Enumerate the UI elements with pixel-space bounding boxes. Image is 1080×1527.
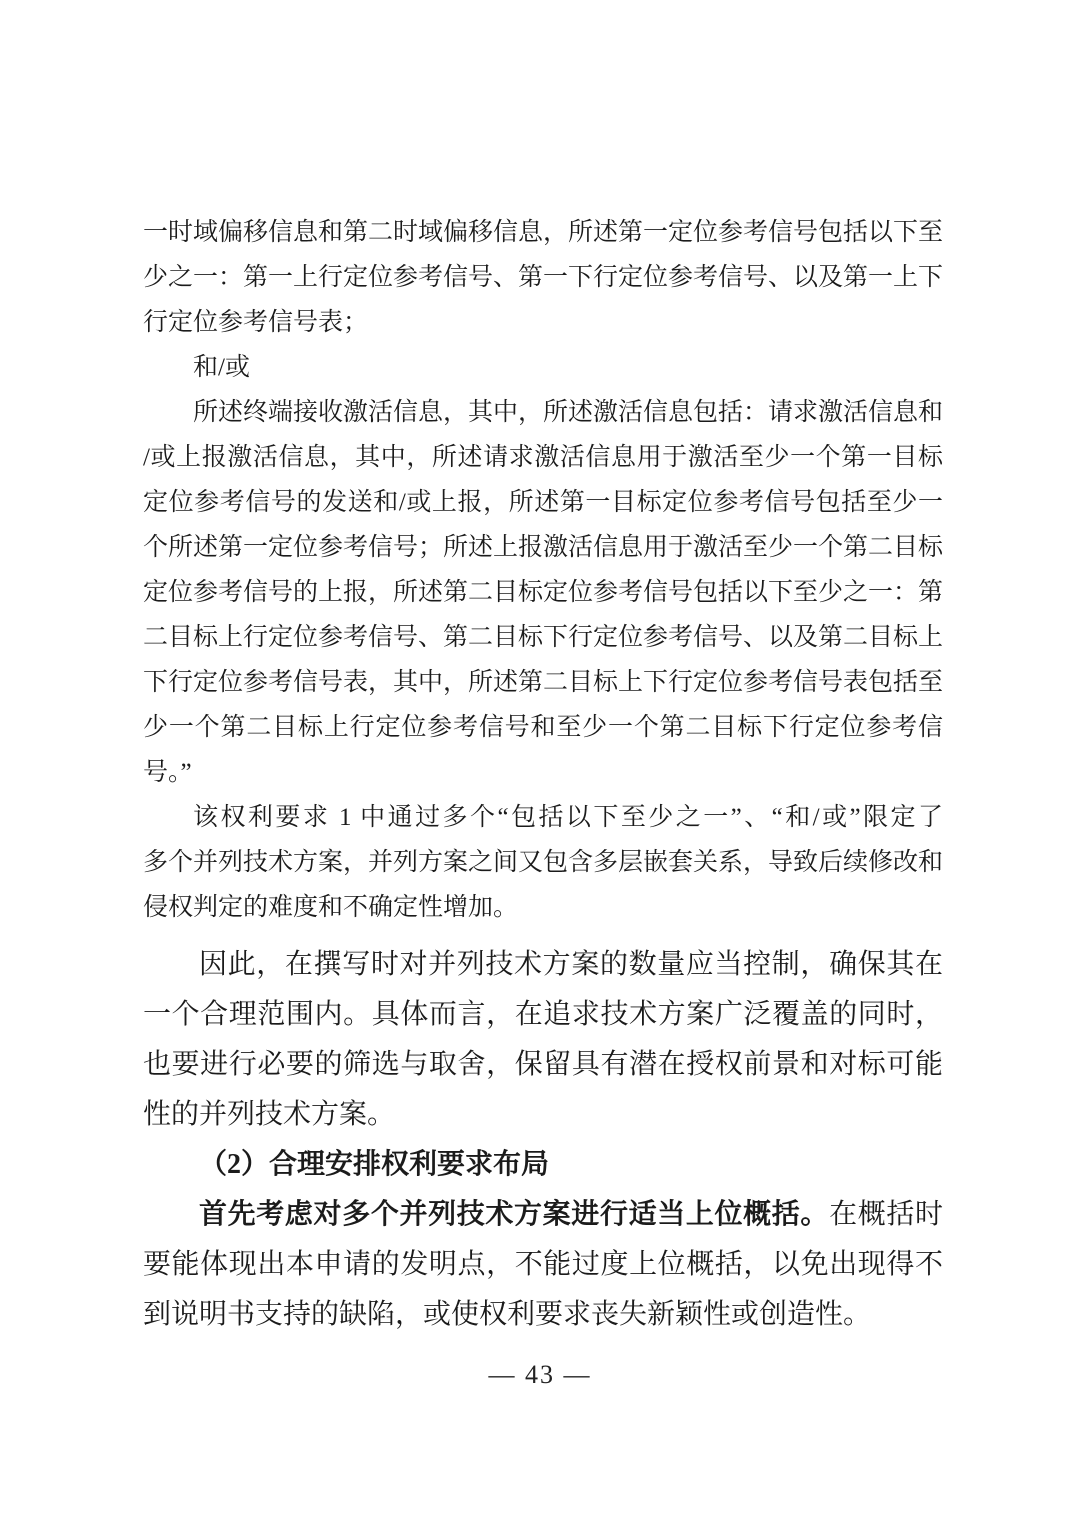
claim-quote-line: 少一个第二目标上行定位参考信号和至少一个第二目标下行定位参考信 [143, 714, 943, 741]
advice-line: 性的并列技术方案。 [143, 1099, 396, 1130]
guideline-line: 到说明书支持的缺陷，或使权利要求丧失新颖性或创造性。 [143, 1299, 872, 1330]
claim-quote-line: 定位参考信号的上报，所述第二目标定位参考信号包括以下至少之一：第 [143, 579, 944, 606]
claim-quote-line: 个所述第一定位参考信号；所述上报激活信息用于激活至少一个第二目标 [143, 534, 944, 561]
advice-line: 因此，在撰写时对并列技术方案的数量应当控制，确保其在 [199, 949, 943, 980]
claim-quote-line: 所述终端接收激活信息，其中，所述激活信息包括：请求激活信息和 [193, 399, 944, 426]
guideline-line: 要能体现出本申请的发明点，不能过度上位概括，以免出现得不 [143, 1249, 943, 1280]
guideline-lead-rest: 在概括时 [829, 1199, 943, 1230]
claim-quote-line: 下行定位参考信号表，其中，所述第二目标上下行定位参考信号表包括至 [143, 669, 944, 696]
page-number: — 43 — [488, 1360, 592, 1389]
claim-quote-section [143, 210, 943, 930]
claim-quote-line: 和/或 [193, 354, 250, 381]
claim-quote-line: 二目标上行定位参考信号、第二目标下行定位参考信号、以及第二目标上 [143, 624, 944, 651]
comment-line: 侵权判定的难度和不确定性增加。 [143, 894, 519, 921]
subsection-heading: （2）合理安排权利要求布局 [199, 1149, 550, 1180]
claim-quote-line: /或上报激活信息，其中，所述请求激活信息用于激活至少一个第一目标 [143, 444, 943, 471]
comment-line: 该权利要求 1 中通过多个“包括以下至少之一”、“和/或”限定了 [193, 804, 943, 831]
advice-line: 一个合理范围内。具体而言，在追求技术方案广泛覆盖的同时， [143, 999, 943, 1030]
claim-quote-line: 少之一：第一上行定位参考信号、第一下行定位参考信号、以及第一上下 [143, 264, 944, 291]
guideline-line [143, 1190, 943, 1240]
claim-quote-line: 定位参考信号的发送和/或上报，所述第一目标定位参考信号包括至少一 [143, 489, 943, 516]
claim-quote-line: 号。” [143, 759, 192, 786]
claim-quote-line: 行定位参考信号表； [143, 309, 369, 336]
advice-line: 也要进行必要的筛选与取舍，保留具有潜在授权前景和对标可能 [143, 1049, 943, 1080]
claim-quote-line: 一时域偏移信息和第二时域偏移信息，所述第一定位参考信号包括以下至 [143, 219, 944, 246]
comment-line: 多个并列技术方案，并列方案之间又包含多层嵌套关系，导致后续修改和 [143, 849, 944, 876]
advice-section [143, 940, 943, 1340]
guideline-lead-bold: 首先考虑对多个并列技术方案进行适当上位概括。 [199, 1199, 830, 1230]
text-body [143, 210, 943, 1340]
